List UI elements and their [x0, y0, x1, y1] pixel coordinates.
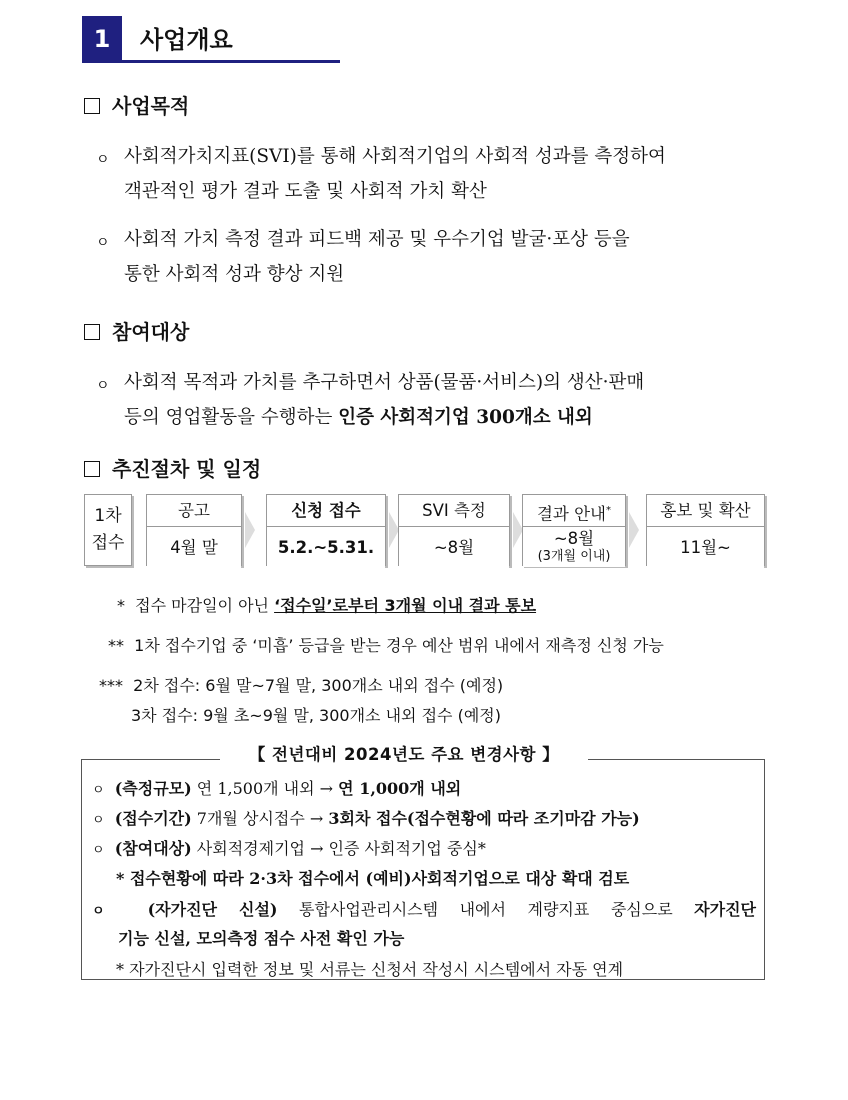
step-application: 신청 접수 5.2.~5.31.	[266, 494, 386, 566]
purpose-item-1	[124, 139, 774, 209]
step-result-notice: 결과 안내* ~8월 (3개월 이내)	[522, 494, 626, 566]
circle-bullet-icon: ㅇ	[96, 235, 110, 251]
change-2: ㅇ (접수기간) 7개월 상시접수 → 3회차 접수(접수현황에 따라 조기마감 가능)	[92, 809, 640, 828]
purpose-item-2	[124, 222, 774, 292]
schedule-heading	[84, 453, 261, 482]
change-4-note: * 자가진단시 입력한 정보 및 서류는 신청서 작성시 시스템에서 자동 연계	[116, 960, 624, 979]
purpose-item-1-line2: 객관적인 평가 결과 도출 및 사회적 가치 확산	[124, 181, 487, 202]
purpose-item-2-line2: 통한 사회적 성과 향상 지원	[124, 264, 345, 285]
circle-bullet-icon: ㅇ	[96, 152, 110, 168]
section-title: 사업개요	[140, 26, 233, 54]
section-underline	[82, 60, 340, 63]
arrow-right-icon	[629, 512, 639, 548]
target-line1: 사회적 목적과 가치를 추구하면서 상품(물품·서비스)의 생산·판매	[124, 372, 645, 393]
note-1-highlight: ‘접수일’로부터 3개월 이내 결과 통보	[274, 596, 537, 615]
square-bullet-icon	[84, 324, 100, 340]
change-1: ㅇ (측정규모) 연 1,500개 내외 → 연 1,000개 내외	[92, 779, 462, 798]
square-bullet-icon	[84, 98, 100, 114]
step-svi-measure: SVI 측정 ~8월	[398, 494, 510, 566]
section-number: 1	[82, 16, 122, 62]
changes-title: 【 전년대비 2024년도 주요 변경사항 】	[220, 741, 588, 765]
target-line2: 등의 영업활동을 수행하는 인증 사회적기업 300개소 내외	[124, 407, 593, 428]
step-announcement: 공고 4월 말	[146, 494, 242, 566]
target-heading	[84, 316, 189, 345]
round-label: 1차 접수	[84, 494, 132, 566]
note-3: *** 2차 접수: 6월 말~7월 말, 300개소 내외 접수 (예정)	[99, 676, 504, 695]
schedule-heading-text: 추진절차 및 일정	[112, 457, 262, 481]
square-bullet-icon	[84, 461, 100, 477]
purpose-item-1-line1: 사회적가치지표(SVI)를 통해 사회적기업의 사회적 성과를 측정하여	[124, 146, 666, 167]
change-4: ㅇ (자가진단 신설) 통합사업관리시스템 내에서 계량지표 중심으로 자가진단	[92, 900, 756, 919]
circle-bullet-icon: ㅇ	[96, 378, 110, 394]
purpose-heading-text: 사업목적	[112, 94, 190, 118]
change-4-line2: 기능 신설, 모의측정 점수 사전 확인 가능	[118, 929, 405, 948]
note-3-line2: 3차 접수: 9월 초~9월 말, 300개소 내외 접수 (예정)	[131, 706, 501, 725]
target-heading-text: 참여대상	[112, 320, 190, 344]
step-promotion: 홍보 및 확산 11월~	[646, 494, 765, 566]
note-1: * 접수 마감일이 아닌 ‘접수일’로부터 3개월 이내 결과 통보	[117, 596, 537, 615]
target-highlight: 인증 사회적기업 300개소 내외	[338, 407, 593, 428]
purpose-item-2-line1: 사회적 가치 측정 결과 피드백 제공 및 우수기업 발굴·포상 등을	[124, 229, 630, 250]
change-3: ㅇ (참여대상) 사회적경제기업 → 인증 사회적기업 중심*	[92, 839, 486, 858]
target-item	[124, 365, 774, 435]
arrow-right-icon	[245, 512, 255, 548]
note-2: ** 1차 접수기업 중 ‘미흡’ 등급을 받는 경우 예산 범위 내에서 재측정 신청 가능	[108, 636, 664, 655]
change-3-note: * 접수현황에 따라 2·3차 접수에서 (예비)사회적기업으로 대상 확대 검토	[116, 869, 630, 888]
purpose-heading	[84, 90, 189, 119]
